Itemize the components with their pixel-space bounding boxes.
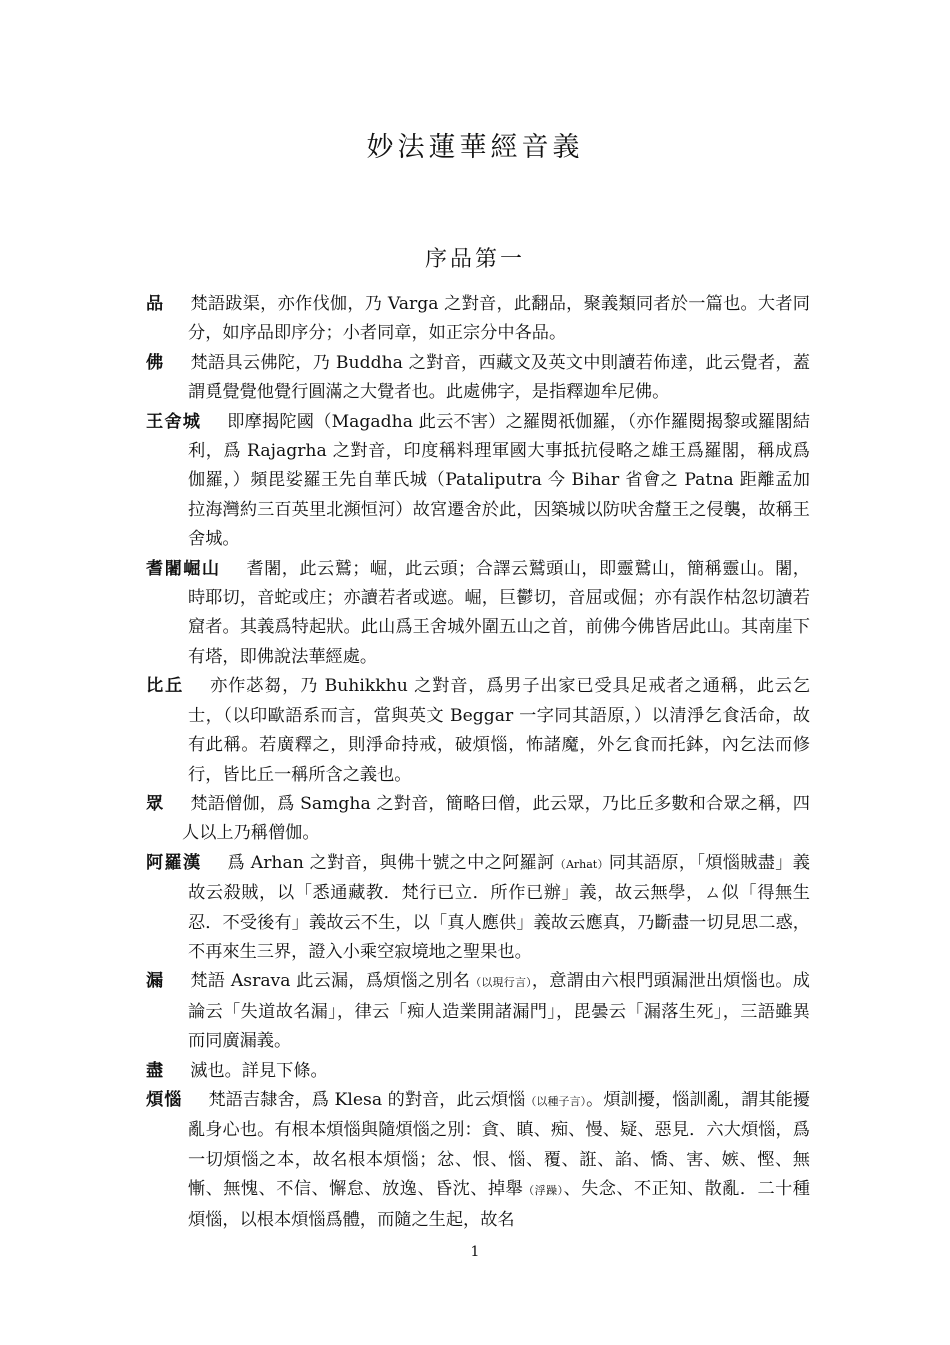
entry-term: 阿羅漢	[146, 852, 202, 873]
glossary-entry	[146, 1086, 810, 1235]
entry-term: 煩惱	[146, 1089, 183, 1110]
entry-text: 梵語吉隸舍，爲 Klesa 的對音，此云煩惱	[208, 1089, 526, 1110]
entry-text: 滅也。詳見下條。	[190, 1060, 328, 1081]
entry-term: 品	[146, 294, 165, 314]
entry-text: 亦作苾芻，乃 Buhikkhu 之對音，爲男子出家已受具足戒者之通稱，此云乞士，（以印歐語系而言，當與英文 Beggar 一字同其語原，）以清淨乞食活命，故有此稱。若廣釋之，則淨命持戒，破煩惱，怖諸魔，外乞食而托鉢，內乞法而修行，皆比丘一稱所含之義也。	[188, 676, 810, 785]
entry-term: 盡	[146, 1060, 165, 1081]
glossary-entry	[146, 672, 810, 790]
entry-text: 梵語具云佛陀，乃 Buddha 之對音，西藏文及英文中則讀若佈達，此云覺者，蓋謂覓覺覺他覺行圓滿之大覺者也。此處佛字，是指釋迦牟尼佛。	[188, 352, 810, 403]
entry-text: 、失念、不正知、散亂．二十種煩惱，以根本煩惱爲體，而隨之生起，故名	[188, 1179, 810, 1230]
entry-text: 。煩訓擾，惱訓亂，謂其能擾亂身心也。有根本煩惱與隨煩惱之別：貪、瞋、痴、慢、疑、惡見．六大煩惱，爲一切煩惱之本，故名根本煩惱；忿、恨、惱、覆、誑、諂、憍、害、嫉、慳、無慚、無愧、不信、懈怠、放逸、昏沈、掉舉	[188, 1089, 810, 1200]
entry-text: 爲 Arhan 之對音，與佛十號之中之阿羅訶	[227, 852, 555, 873]
glossary-entry	[146, 790, 810, 849]
entry-note: （以現行言）	[470, 976, 532, 990]
entry-term: 王舍城	[146, 411, 202, 432]
entry-text: 同其語原，「煩惱賊盡」義故云殺賊，以「悉通藏教．梵行已立．所作已辦」義，故云無學，ㄙ似「得無生忍．不受後有」義故云不生，以「真人應供」義故云應真，乃斷盡一切見思二惑，不再來生三界，證入小乘空寂境地之聖果也。	[188, 852, 810, 962]
entry-term: 漏	[146, 971, 165, 992]
glossary-entries	[146, 290, 810, 1235]
entry-text: 即摩揭陀國（Magadha 此云不害）之羅閱祇伽羅，（亦作羅閱揭黎或羅閣結利，爲 Rajagrha 之對音，印度稱料理軍國大事抵抗侵略之雄王爲羅閣，稱成爲伽羅，）頻毘娑羅王先自華氏城（Pataliputra 今 Bihar 省會之 Patna 距離孟加拉海灣約三百英里北瀕恒河）故宮遷舍於此，因築城以防吠舍釐王之侵襲，故稱王舍城。	[188, 411, 810, 550]
section-title: 序品第一	[424, 247, 525, 272]
document-title: 妙法蓮華經音義	[366, 132, 584, 163]
glossary-entry	[146, 555, 810, 673]
entry-text: 耆闍，此云鷲；崛，此云頭；合譯云鷲頭山，即靈鷲山，簡稱靈山。闍，時耶切，音蛇或庄；亦讀若者或遮。崛，巨鬱切，音屈或倔；亦有誤作枯忽切讀若窟者。其義爲特起狀。此山爲王舍城外圍五山之首，前佛今佛皆居此山。其南崖下有塔，即佛說法華經處。	[188, 558, 810, 667]
entry-text: 梵語 Asrava 此云漏，爲煩惱之別名	[190, 971, 471, 992]
entry-term: 耆闍崛山	[146, 558, 221, 579]
page-number: 1	[470, 1244, 480, 1260]
glossary-entry	[146, 290, 810, 349]
glossary-entry	[146, 1057, 810, 1086]
entry-text: 梵語跋渠，亦作伐伽，乃 Varga 之對音，此翻品，聚義類同者於一篇也。大者同分，如序品即序分；小者同章，如正宗分中各品。	[188, 294, 810, 344]
entry-note: （Arhat）	[554, 857, 609, 871]
entry-term: 比丘	[146, 676, 185, 697]
glossary-entry	[146, 408, 810, 555]
entry-term: 佛	[146, 352, 165, 373]
glossary-entry	[146, 349, 810, 408]
entry-note: （浮躁）	[523, 1184, 564, 1198]
entry-text: ，意謂由六根門頭漏泄出煩惱也。成論云「失道故名漏」，律云「痴人造業開諸漏門」，毘曇云「漏落生死」，三語雖異而同廣漏義。	[188, 971, 810, 1052]
glossary-entry	[146, 967, 810, 1056]
entry-term: 眾	[146, 793, 165, 814]
entry-text: 梵語僧伽，爲 Samgha 之對音，簡略曰僧，此云眾，乃比丘多數和合眾之稱，四人以上乃稱僧伽。	[182, 793, 810, 844]
entry-note: （以種子言）	[525, 1094, 587, 1108]
glossary-entry	[146, 849, 810, 968]
